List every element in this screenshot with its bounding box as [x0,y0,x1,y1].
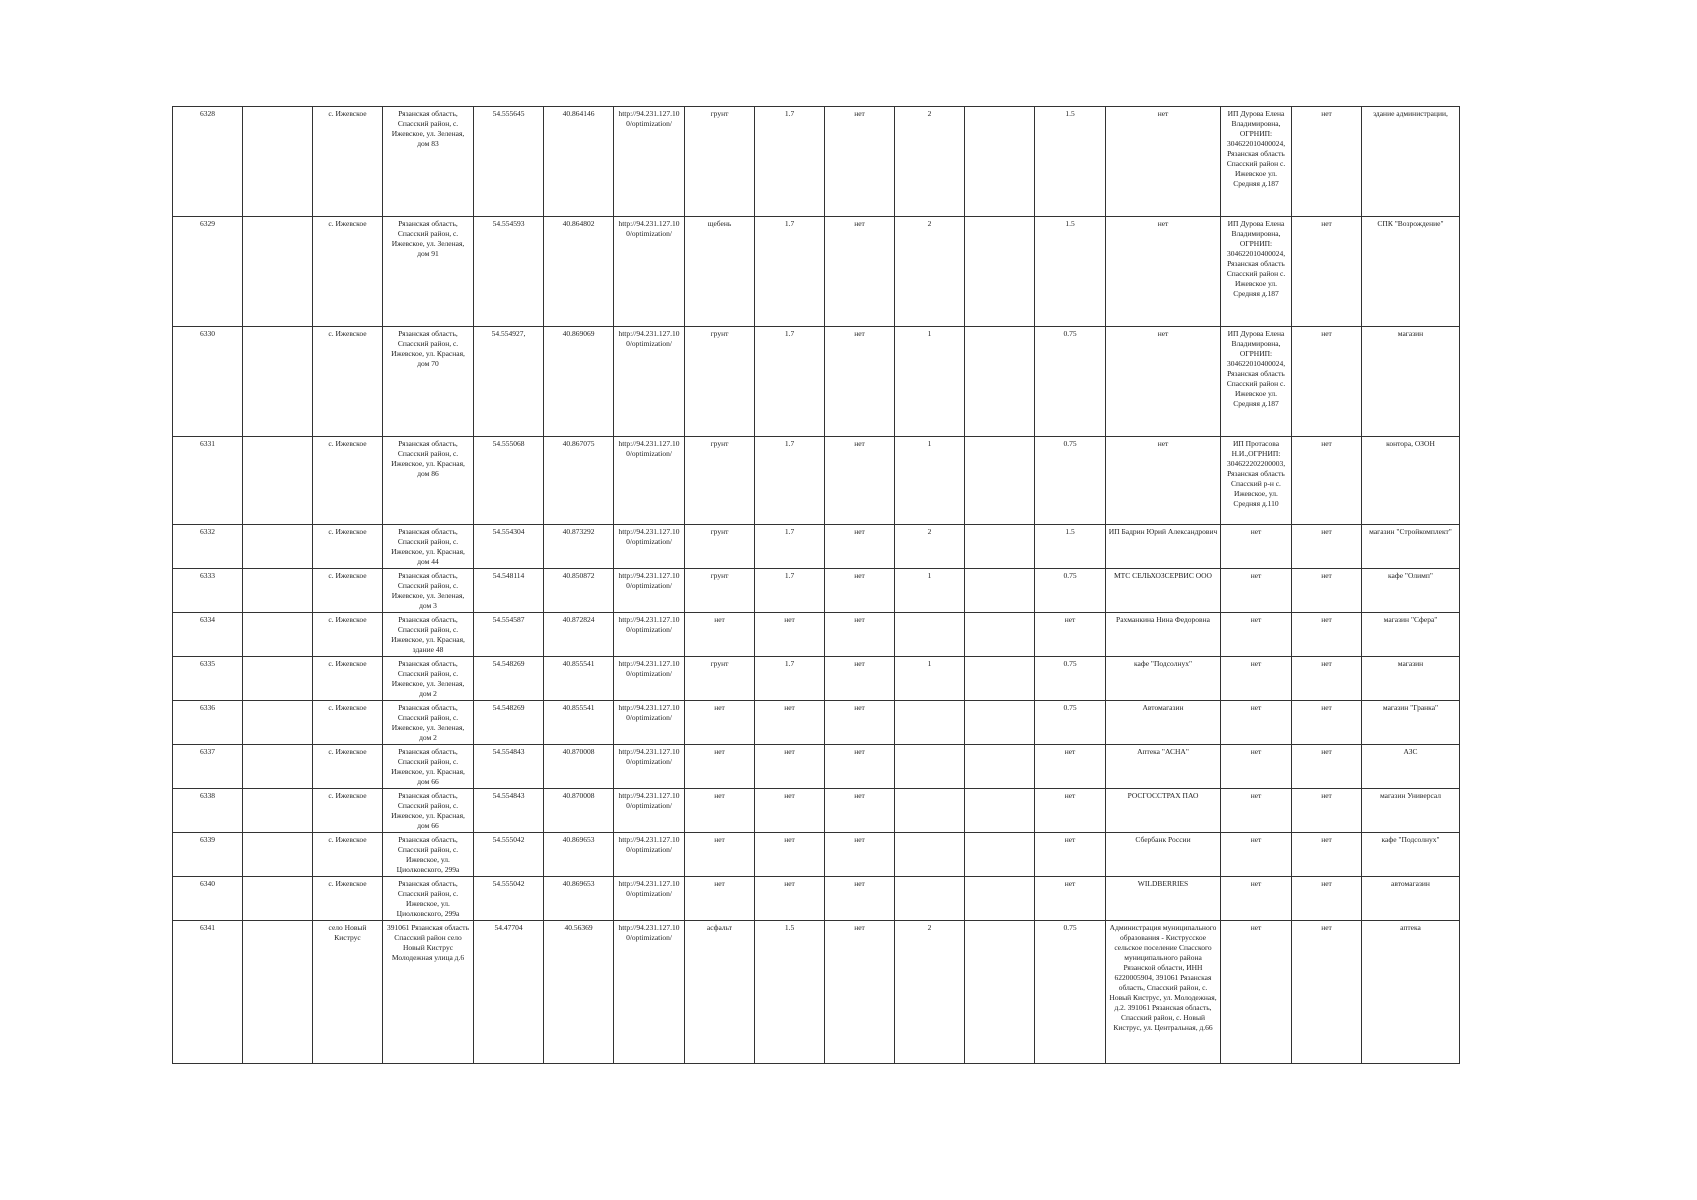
cell-c11 [965,613,1035,657]
table-row [173,657,1460,701]
cell-owner-info: нет [1221,525,1292,569]
cell-volume: нет [1035,789,1106,833]
cell-c11 [965,789,1035,833]
cell-lon: 40.850872 [544,569,614,613]
cell-c1 [243,437,313,525]
cell-address: Рязанская область, Спасский район, с. Ижевское, ул. Красная, дом 66 [383,745,474,789]
cell-id: 6340 [173,877,243,921]
cell-c1 [243,569,313,613]
table-row [173,217,1460,327]
cell-locality: с. Ижевское [313,745,383,789]
cell-id: 6332 [173,525,243,569]
cell-lat: 54.554843 [474,745,544,789]
cell-address: Рязанская область, Спасский район, с. Ижевское, ул. Зеленая, дом 3 [383,569,474,613]
cell-surface: грунт [685,327,755,437]
cell-surface: нет [685,745,755,789]
cell-volume: 1.5 [1035,525,1106,569]
cell-id: 6329 [173,217,243,327]
cell-locality: с. Ижевское [313,107,383,217]
cell-containers [895,789,965,833]
cell-address: Рязанская область, Спасский район, с. Ижевское, ул. Красная, дом 44 [383,525,474,569]
cell-containers: 2 [895,217,965,327]
cell-c11 [965,745,1035,789]
table-row [173,327,1460,437]
cell-c1 [243,107,313,217]
cell-lat: 54.554927, [474,327,544,437]
cell-area: 1.7 [755,107,825,217]
cell-c15: нет [1292,921,1362,1064]
cell-lon: 40.869653 [544,877,614,921]
cell-surface: грунт [685,569,755,613]
cell-volume: 0.75 [1035,437,1106,525]
cell-address: Рязанская область, Спасский район, с. Ижевское, ул. Зеленая, дом 83 [383,107,474,217]
cell-lon: 40.870008 [544,789,614,833]
waste-sites-table [172,106,1460,1064]
cell-area: 1.7 [755,657,825,701]
cell-id: 6331 [173,437,243,525]
cell-c15: нет [1292,613,1362,657]
cell-link[interactable]: http://94.231.127.10 0/optimization/ [614,701,685,745]
cell-fence: нет [825,701,895,745]
cell-lat: 54.554587 [474,613,544,657]
cell-id: 6336 [173,701,243,745]
cell-locality: с. Ижевское [313,833,383,877]
cell-c11 [965,657,1035,701]
cell-volume: 0.75 [1035,921,1106,1064]
cell-link[interactable]: http://94.231.127.10 0/optimization/ [614,613,685,657]
cell-link[interactable]: http://94.231.127.10 0/optimization/ [614,327,685,437]
cell-id: 6330 [173,327,243,437]
cell-area: нет [755,789,825,833]
cell-c15: нет [1292,327,1362,437]
cell-source: магазин Универсал [1362,789,1460,833]
cell-c15: нет [1292,877,1362,921]
cell-fence: нет [825,833,895,877]
cell-owner-info: нет [1221,657,1292,701]
cell-locality: с. Ижевское [313,701,383,745]
cell-address: Рязанская область, Спасский район, с. Ижевское, ул. Красная, дом 86 [383,437,474,525]
table-row [173,569,1460,613]
cell-link[interactable]: http://94.231.127.10 0/optimization/ [614,437,685,525]
cell-c15: нет [1292,657,1362,701]
cell-surface: щебень [685,217,755,327]
cell-lon: 40.56369 [544,921,614,1064]
cell-link[interactable]: http://94.231.127.10 0/optimization/ [614,107,685,217]
cell-lat: 54.548269 [474,657,544,701]
cell-owner-info: нет [1221,921,1292,1064]
cell-c1 [243,877,313,921]
cell-c1 [243,701,313,745]
cell-area: 1.7 [755,569,825,613]
cell-fence: нет [825,877,895,921]
cell-link[interactable]: http://94.231.127.10 0/optimization/ [614,789,685,833]
cell-area: нет [755,877,825,921]
table-row [173,921,1460,1064]
cell-lon: 40.870008 [544,745,614,789]
cell-fence: нет [825,657,895,701]
cell-containers: 1 [895,657,965,701]
table-row [173,437,1460,525]
cell-c15: нет [1292,437,1362,525]
cell-owner: WILDBERRIES [1106,877,1221,921]
table-row [173,107,1460,217]
cell-lat: 54.555042 [474,877,544,921]
cell-containers: 2 [895,921,965,1064]
table-row [173,833,1460,877]
cell-source: магазин [1362,327,1460,437]
cell-owner: Администрация муниципального образования - Киструсское сельское поселение Спасского муниципального района Рязанской области, ИНН 6220005904, 391061 Рязанская область, Спасский район, с. Новый Киструс, ул. Молодежная, д.2. 391061 Рязанская область, Спасский район, с. Новый Киструс, ул. Центральная, д.66 [1106,921,1221,1064]
cell-locality: с. Ижевское [313,327,383,437]
cell-lat: 54.555068 [474,437,544,525]
cell-volume: 0.75 [1035,657,1106,701]
cell-c11 [965,437,1035,525]
cell-volume: нет [1035,833,1106,877]
cell-lat: 54.554843 [474,789,544,833]
cell-fence: нет [825,789,895,833]
cell-owner: нет [1106,437,1221,525]
cell-id: 6338 [173,789,243,833]
cell-surface: грунт [685,657,755,701]
cell-owner-info: ИП Дурова Елена Владимировна, ОГРНИП: 304622010400024, Рязанская область Спасский район с. Ижевское ул. Средняя д.187 [1221,217,1292,327]
cell-c1 [243,745,313,789]
cell-lon: 40.869069 [544,327,614,437]
cell-volume: 0.75 [1035,327,1106,437]
cell-fence: нет [825,217,895,327]
cell-volume: нет [1035,877,1106,921]
registry-sheet [172,106,1460,1064]
cell-surface: грунт [685,525,755,569]
cell-containers [895,701,965,745]
cell-c11 [965,833,1035,877]
cell-id: 6339 [173,833,243,877]
cell-area: 1.7 [755,525,825,569]
cell-owner: Автомагазин [1106,701,1221,745]
cell-area: нет [755,613,825,657]
cell-owner-info: нет [1221,833,1292,877]
cell-lat: 54.47704 [474,921,544,1064]
table-body [173,107,1460,1064]
cell-c11 [965,877,1035,921]
cell-lon: 40.855541 [544,701,614,745]
cell-surface: асфальт [685,921,755,1064]
table-row [173,877,1460,921]
cell-volume: 0.75 [1035,701,1106,745]
cell-surface: грунт [685,107,755,217]
cell-owner-info: ИП Дурова Елена Владимировна, ОГРНИП: 304622010400024, Рязанская область Спасский район с. Ижевское ул. Средняя д.187 [1221,327,1292,437]
cell-area: 1.5 [755,921,825,1064]
cell-locality: с. Ижевское [313,525,383,569]
cell-owner-info: нет [1221,613,1292,657]
cell-surface: нет [685,833,755,877]
cell-c15: нет [1292,833,1362,877]
cell-c15: нет [1292,217,1362,327]
cell-surface: нет [685,701,755,745]
cell-c11 [965,327,1035,437]
cell-link[interactable]: http://94.231.127.10 0/optimization/ [614,217,685,327]
cell-surface: нет [685,613,755,657]
cell-owner-info: нет [1221,789,1292,833]
cell-lat: 54.555042 [474,833,544,877]
cell-owner: РОСГОССТРАХ ПАО [1106,789,1221,833]
cell-volume: нет [1035,745,1106,789]
cell-owner: нет [1106,107,1221,217]
cell-c11 [965,525,1035,569]
cell-c1 [243,789,313,833]
cell-lon: 40.872824 [544,613,614,657]
cell-c1 [243,525,313,569]
cell-containers [895,833,965,877]
cell-source: автомагазин [1362,877,1460,921]
cell-owner-info: ИП Дурова Елена Владимировна, ОГРНИП: 304622010400024, Рязанская область Спасский район с. Ижевское ул. Средняя д.187 [1221,107,1292,217]
cell-owner: нет [1106,327,1221,437]
cell-source: магазин "Стройкомплект" [1362,525,1460,569]
cell-containers [895,877,965,921]
cell-c11 [965,701,1035,745]
cell-link[interactable]: http://94.231.127.10 0/optimization/ [614,877,685,921]
table-row [173,525,1460,569]
cell-source: магазин "Сфера" [1362,613,1460,657]
cell-source: АЗС [1362,745,1460,789]
cell-fence: нет [825,327,895,437]
cell-id: 6334 [173,613,243,657]
cell-surface: нет [685,877,755,921]
cell-c11 [965,107,1035,217]
cell-owner: нет [1106,217,1221,327]
cell-owner: Аптека "АСНА" [1106,745,1221,789]
cell-address: Рязанская область, Спасский район, с. Ижевское, ул. Зеленая, дом 2 [383,701,474,745]
cell-id: 6341 [173,921,243,1064]
cell-locality: с. Ижевское [313,569,383,613]
cell-locality: с. Ижевское [313,877,383,921]
cell-owner: МТС СЕЛЬХОЗСЕРВИС ООО [1106,569,1221,613]
cell-fence: нет [825,921,895,1064]
cell-owner-info: нет [1221,877,1292,921]
cell-area: 1.7 [755,327,825,437]
cell-lat: 54.548114 [474,569,544,613]
cell-locality: с. Ижевское [313,657,383,701]
cell-owner-info: нет [1221,701,1292,745]
cell-source: кафе "Олимп" [1362,569,1460,613]
cell-owner: кафе "Подсолнух" [1106,657,1221,701]
cell-containers [895,745,965,789]
cell-source: контора, ОЗОН [1362,437,1460,525]
cell-locality: с. Ижевское [313,613,383,657]
cell-c11 [965,921,1035,1064]
cell-source: аптека [1362,921,1460,1064]
cell-containers: 1 [895,437,965,525]
cell-c15: нет [1292,701,1362,745]
cell-id: 6328 [173,107,243,217]
cell-lon: 40.855541 [544,657,614,701]
cell-address: Рязанская область, Спасский район, с. Ижевское, ул. Зеленая, дом 91 [383,217,474,327]
cell-lon: 40.869653 [544,833,614,877]
cell-c15: нет [1292,525,1362,569]
cell-c15: нет [1292,107,1362,217]
cell-lat: 54.548269 [474,701,544,745]
cell-area: 1.7 [755,217,825,327]
cell-source: кафе "Подсолнух" [1362,833,1460,877]
cell-c15: нет [1292,569,1362,613]
table-row [173,789,1460,833]
cell-volume: нет [1035,613,1106,657]
cell-fence: нет [825,745,895,789]
cell-c1 [243,613,313,657]
cell-locality: с. Ижевское [313,789,383,833]
cell-source: здание администрации, [1362,107,1460,217]
cell-volume: 0.75 [1035,569,1106,613]
cell-locality: с. Ижевское [313,437,383,525]
cell-c1 [243,833,313,877]
cell-source: СПК "Возрождение" [1362,217,1460,327]
cell-c11 [965,569,1035,613]
cell-volume: 1.5 [1035,107,1106,217]
cell-area: нет [755,833,825,877]
cell-surface: нет [685,789,755,833]
cell-area: нет [755,745,825,789]
cell-address: 391061 Рязанская область Спасский район село Новый Киструс Молодежная улица д.6 [383,921,474,1064]
cell-fence: нет [825,107,895,217]
cell-id: 6335 [173,657,243,701]
cell-surface: грунт [685,437,755,525]
cell-lon: 40.873292 [544,525,614,569]
cell-link[interactable]: http://94.231.127.10 0/optimization/ [614,569,685,613]
cell-lat: 54.554593 [474,217,544,327]
cell-address: Рязанская область, Спасский район, с. Ижевское, ул. Красная, дом 70 [383,327,474,437]
cell-id: 6337 [173,745,243,789]
cell-address: Рязанская область, Спасский район, с. Ижевское, ул. Красная, дом 66 [383,789,474,833]
cell-fence: нет [825,569,895,613]
cell-c15: нет [1292,745,1362,789]
cell-owner-info: нет [1221,745,1292,789]
cell-lat: 54.554304 [474,525,544,569]
cell-c1 [243,657,313,701]
cell-containers [895,613,965,657]
cell-containers: 1 [895,569,965,613]
cell-owner-info: ИП Протасова Н.И.,ОГРНИП: 304622202200003, Рязанская область Спасский р-н с. Ижевское, ул. Средняя д.110 [1221,437,1292,525]
table-row [173,701,1460,745]
cell-c1 [243,217,313,327]
cell-address: Рязанская область, Спасский район, с. Ижевское, ул. Красная, здание 48 [383,613,474,657]
cell-fence: нет [825,525,895,569]
cell-link[interactable]: http://94.231.127.10 0/optimization/ [614,525,685,569]
cell-fence: нет [825,437,895,525]
cell-lat: 54.555645 [474,107,544,217]
cell-locality: с. Ижевское [313,217,383,327]
cell-lon: 40.864146 [544,107,614,217]
cell-lon: 40.864802 [544,217,614,327]
cell-c1 [243,327,313,437]
cell-containers: 2 [895,107,965,217]
cell-source: магазин [1362,657,1460,701]
cell-link[interactable]: http://94.231.127.10 0/optimization/ [614,657,685,701]
cell-c1 [243,921,313,1064]
cell-owner: ИП Бадрин Юрий Александрович [1106,525,1221,569]
table-row [173,745,1460,789]
cell-containers: 1 [895,327,965,437]
cell-lon: 40.867075 [544,437,614,525]
cell-address: Рязанская область, Спасский район, с. Ижевское, ул. Зеленая, дом 2 [383,657,474,701]
cell-link[interactable]: http://94.231.127.10 0/optimization/ [614,833,685,877]
cell-address: Рязанская область, Спасский район, с. Ижевское, ул. Циолковского, 299а [383,877,474,921]
cell-owner: Сбербанк России [1106,833,1221,877]
cell-area: 1.7 [755,437,825,525]
cell-owner: Рахманкина Нина Федоровна [1106,613,1221,657]
cell-owner-info: нет [1221,569,1292,613]
cell-c11 [965,217,1035,327]
cell-locality: село Новый Киструс [313,921,383,1064]
cell-link[interactable]: http://94.231.127.10 0/optimization/ [614,745,685,789]
cell-source: магазин "Гранка" [1362,701,1460,745]
cell-area: нет [755,701,825,745]
cell-fence: нет [825,613,895,657]
cell-link[interactable]: http://94.231.127.10 0/optimization/ [614,921,685,1064]
cell-c15: нет [1292,789,1362,833]
cell-id: 6333 [173,569,243,613]
cell-address: Рязанская область, Спасский район, с. Ижевское, ул. Циолковского, 299а [383,833,474,877]
table-row [173,613,1460,657]
cell-containers: 2 [895,525,965,569]
cell-volume: 1.5 [1035,217,1106,327]
